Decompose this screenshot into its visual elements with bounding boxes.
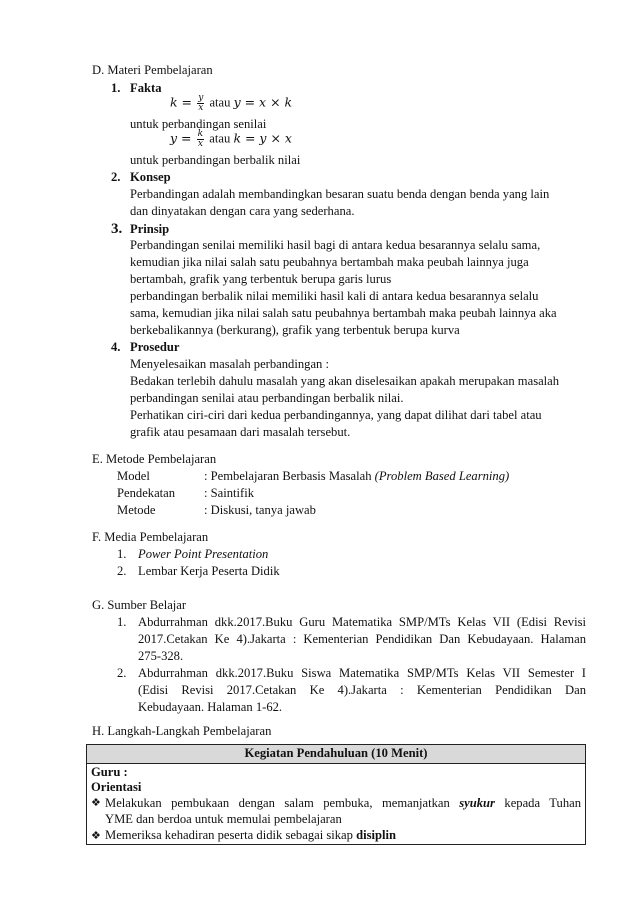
bullet-1-emphasis: syukur [459, 796, 495, 811]
media-item-1-number: 1. [117, 547, 127, 561]
konsep-number: 2. [111, 170, 121, 184]
section-e-title: E. Metode Pembelajaran [92, 452, 217, 466]
prosedur-line-3: perbandingan senilai atau perbandingan berbalik nilai. [130, 391, 404, 405]
konsep-title: Konsep [130, 170, 171, 184]
formula-1-denominator: x [198, 103, 204, 113]
sumber-item-1-line-1: Abdurrahman dkk.2017.Buku Guru Matematika SMP/MTs Kelas VII (Edisi Revisi [138, 615, 586, 629]
bullet-1-pre: Melakukan pembukaan dengan salam pembuka, memanjatkan [105, 796, 450, 811]
diamond-bullet-icon: ❖ [91, 796, 101, 810]
formula-2-atau: atau [209, 131, 231, 146]
metode-model-text: : Pembelajaran Berbasis Masalah [204, 469, 372, 483]
fakta-formula-1 [170, 94, 292, 113]
section-h-title: H. Langkah-Langkah Pembelajaran [92, 724, 272, 738]
bullet-1-line-1 [105, 796, 581, 812]
prinsip-line-1: Perbandingan senilai memiliki hasil bagi di antara kedua besarannya selalu sama, [130, 238, 541, 252]
prinsip-line-5: sama, kemudian jika nilai salah satu peubahnya bertambah maka peubah lainnya aka [130, 306, 557, 320]
prosedur-line-4: Perhatikan ciri-ciri dari kedua perbandingannya, yang dapat dilihat dari tabel atau [130, 408, 542, 422]
kegiatan-body [87, 763, 586, 845]
metode-pendekatan-value: : Saintifik [204, 486, 255, 500]
metode-metode-label: Metode [117, 503, 156, 517]
metode-pendekatan-label: Pendekatan [117, 486, 176, 500]
prinsip-title: Prinsip [130, 222, 170, 236]
bullet-2-emphasis: disiplin [356, 827, 397, 842]
media-item-2-text: Lembar Kerja Peserta Didik [138, 564, 280, 578]
kegiatan-table [86, 744, 586, 845]
formula-2-numerator: k [197, 129, 204, 139]
sumber-item-2-line-2: (Edisi Revisi 2017.Cetakan Ke 4).Jakarta : Kementerian Pendidikan Dan [138, 683, 586, 697]
konsep-line-2: dan dinyatakan dengan cara yang sederhana. [130, 204, 355, 218]
formula-1-atau: atau [209, 95, 231, 110]
bullet-item-1 [91, 796, 581, 812]
formula-2-rhs: k = y × x [233, 130, 292, 146]
prosedur-line-1: Menyelesaikan masalah perbandingan : [130, 357, 329, 371]
metode-metode-value: : Diskusi, tanya jawab [204, 503, 316, 517]
guru-label: Guru : [91, 764, 128, 779]
fakta-desc-2: untuk perbandingan berbalik nilai [130, 153, 301, 167]
prinsip-line-6: berkebalikannya (berkurang), grafik yang terbentuk berupa kurva [130, 323, 460, 337]
sumber-item-2-number: 2. [117, 666, 127, 680]
konsep-line-1: Perbandingan adalah membandingkan besaran suatu benda dengan benda yang lain [130, 187, 550, 201]
kegiatan-header: Kegiatan Pendahuluan (10 Menit) [87, 745, 586, 764]
bullet-item-2 [91, 828, 581, 844]
prosedur-line-5: grafik atau pesamaan dari masalah tersebut. [130, 425, 351, 439]
formula-2-fraction [197, 130, 204, 149]
formula-1-rhs: y = x × k [233, 94, 293, 110]
sumber-item-1-line-2: 2017.Cetakan Ke 4).Jakarta : Kementerian Pendidikan Dan Kebudayaan. Halaman [138, 632, 586, 646]
bullet-1-line-2: YME dan berdoa untuk memulai pembelajaran [105, 811, 342, 826]
fakta-formula-2 [170, 130, 292, 149]
formula-2-denominator: x [197, 139, 203, 149]
prosedur-title: Prosedur [130, 340, 180, 354]
metode-model-italic: (Problem Based Learning) [374, 469, 510, 483]
fakta-number: 1. [111, 81, 121, 95]
orientasi-label: Orientasi [91, 780, 142, 795]
prinsip-line-4: perbandingan berbalik nilai memiliki hasil kali di antara kedua besarannya selalu [130, 289, 539, 303]
metode-model-label: Model [117, 469, 150, 483]
formula-1-fraction [197, 94, 204, 113]
media-item-1-text: Power Point Presentation [138, 547, 269, 561]
formula-2-lhs: y = [170, 130, 192, 146]
section-f-title: F. Media Pembelajaran [92, 530, 209, 544]
media-item-2-number: 2. [117, 564, 127, 578]
prosedur-line-2: Bedakan terlebih dahulu masalah yang akan diselesaikan apakah merupakan masalah [130, 374, 560, 388]
section-g-title: G. Sumber Belajar [92, 598, 187, 612]
sumber-item-1-line-3: 275-328. [138, 649, 184, 663]
prinsip-line-3: bertambah, grafik yang terbentuk berupa garis lurus [130, 272, 392, 286]
sumber-item-2-line-3: Kebudayaan. Halaman 1-62. [138, 700, 283, 714]
prinsip-line-2: kemudian jika nilai salah satu peubahnya bertambah maka peubah lainnya juga [130, 255, 529, 269]
fakta-title: Fakta [130, 81, 162, 95]
fakta-desc-1: untuk perbandingan senilai [130, 117, 267, 131]
formula-1-numerator: y [198, 93, 204, 103]
sumber-item-2-line-1: Abdurrahman dkk.2017.Buku Siswa Matematika SMP/MTs Kelas VII Semester I [138, 666, 586, 680]
section-d-title: D. Materi Pembelajaran [92, 63, 213, 77]
sumber-item-1-number: 1. [117, 615, 127, 629]
prinsip-number: 3. [111, 221, 123, 237]
formula-1-lhs: k = [170, 94, 193, 110]
bullet-2-pre: Memeriksa kehadiran peserta didik sebagai sikap [105, 827, 353, 842]
prosedur-number: 4. [111, 340, 121, 354]
diamond-bullet-icon: ❖ [91, 828, 101, 842]
bullet-1-post: kepada Tuhan [504, 796, 582, 811]
metode-model-value [204, 469, 509, 484]
